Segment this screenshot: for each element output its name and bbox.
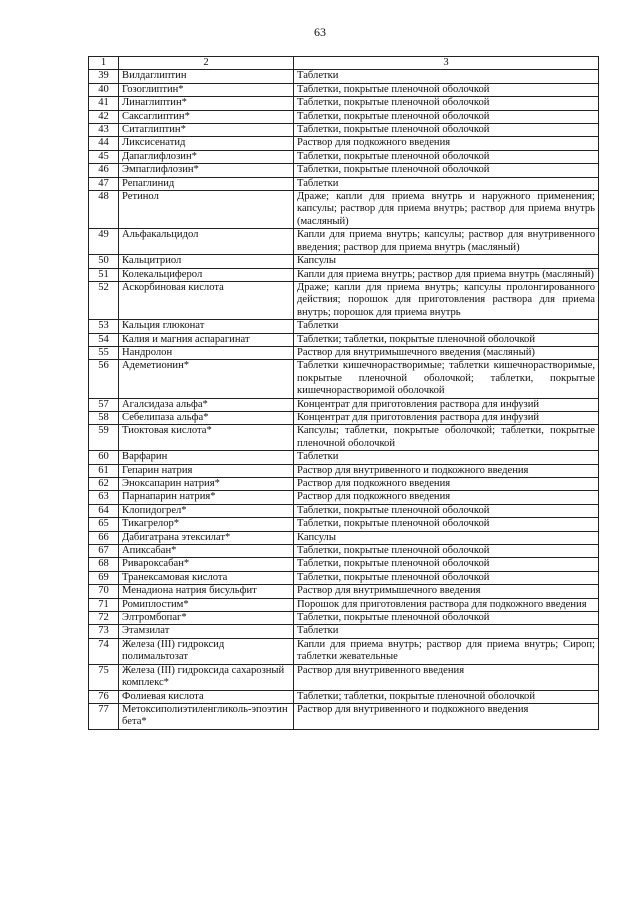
drug-name: Эноксапарин натрия* (119, 478, 294, 491)
dosage-form: Таблетки; таблетки, покрытые пленочной оболочкой (294, 333, 599, 346)
row-number: 75 (89, 664, 119, 690)
drug-name: Колекальциферол (119, 268, 294, 281)
medication-table (88, 56, 599, 730)
table-row (89, 504, 599, 517)
column-header: 3 (294, 57, 599, 70)
drug-name: Агалсидаза альфа* (119, 398, 294, 411)
drug-name: Транексамовая кислота (119, 571, 294, 584)
dosage-form: Таблетки, покрытые пленочной оболочкой (294, 124, 599, 137)
drug-name: Кальция глюконат (119, 320, 294, 333)
table-row (89, 664, 599, 690)
table-row (89, 598, 599, 611)
dosage-form: Раствор для внутривенного и подкожного введения (294, 703, 599, 729)
dosage-form: Драже; капли для приема внутрь; капсулы пролонгированного действия; порошок для приготовления раствора для приема внутрь; порошок для приема внутрь (294, 281, 599, 319)
dosage-form: Капли для приема внутрь; раствор для приема внутрь; Сироп; таблетки жевательные (294, 638, 599, 664)
dosage-form: Раствор для подкожного введения (294, 478, 599, 491)
drug-name: Элтромбопаг* (119, 612, 294, 625)
row-number: 52 (89, 281, 119, 319)
drug-name: Фолиевая кислота (119, 690, 294, 703)
drug-name: Парнапарин натрия* (119, 491, 294, 504)
table-row (89, 137, 599, 150)
table-row (89, 571, 599, 584)
row-number: 46 (89, 164, 119, 177)
dosage-form: Таблетки (294, 70, 599, 83)
table-row (89, 229, 599, 255)
row-number: 48 (89, 191, 119, 229)
row-number: 39 (89, 70, 119, 83)
drug-name: Себелипаза альфа* (119, 411, 294, 424)
drug-name: Саксаглиптин* (119, 110, 294, 123)
drug-name: Гозоглиптин* (119, 83, 294, 96)
dosage-form: Таблетки, покрытые пленочной оболочкой (294, 83, 599, 96)
row-number: 50 (89, 255, 119, 268)
dosage-form: Концентрат для приготовления раствора для инфузий (294, 411, 599, 424)
table-row (89, 491, 599, 504)
row-number: 42 (89, 110, 119, 123)
table-row (89, 585, 599, 598)
row-number: 44 (89, 137, 119, 150)
table-row (89, 83, 599, 96)
row-number: 54 (89, 333, 119, 346)
table-row (89, 545, 599, 558)
dosage-form: Таблетки (294, 625, 599, 638)
row-number: 57 (89, 398, 119, 411)
drug-name: Железа (III) гидроксид полимальтозат (119, 638, 294, 664)
row-number: 55 (89, 346, 119, 359)
table-row (89, 398, 599, 411)
drug-name: Тиоктовая кислота* (119, 425, 294, 451)
drug-name: Клопидогрел* (119, 504, 294, 517)
row-number: 43 (89, 124, 119, 137)
drug-name: Нандролон (119, 346, 294, 359)
drug-name: Дапаглифлозин* (119, 150, 294, 163)
dosage-form: Таблетки, покрытые пленочной оболочкой (294, 545, 599, 558)
dosage-form: Порошок для приготовления раствора для подкожного введения (294, 598, 599, 611)
column-header: 2 (119, 57, 294, 70)
dosage-form: Раствор для внутримышечного введения (масляный) (294, 346, 599, 359)
page-number: 63 (314, 25, 326, 39)
drug-name: Ривароксабан* (119, 558, 294, 571)
dosage-form: Таблетки, покрытые пленочной оболочкой (294, 110, 599, 123)
row-number: 47 (89, 177, 119, 190)
table-row (89, 451, 599, 464)
row-number: 59 (89, 425, 119, 451)
table-row (89, 97, 599, 110)
table-row (89, 638, 599, 664)
row-number: 60 (89, 451, 119, 464)
drug-name: Апиксабан* (119, 545, 294, 558)
row-number: 70 (89, 585, 119, 598)
dosage-form: Капсулы (294, 255, 599, 268)
dosage-form: Таблетки (294, 320, 599, 333)
table-header-row (89, 57, 599, 70)
dosage-form: Капсулы (294, 531, 599, 544)
dosage-form: Раствор для подкожного введения (294, 137, 599, 150)
column-header: 1 (89, 57, 119, 70)
dosage-form: Таблетки, покрытые пленочной оболочкой (294, 518, 599, 531)
drug-name: Тикагрелор* (119, 518, 294, 531)
dosage-form: Таблетки, покрытые пленочной оболочкой (294, 97, 599, 110)
row-number: 62 (89, 478, 119, 491)
row-number: 67 (89, 545, 119, 558)
drug-name: Дабигатрана этексилат* (119, 531, 294, 544)
table-row (89, 70, 599, 83)
drug-name: Кальцитриол (119, 255, 294, 268)
dosage-form: Таблетки, покрытые пленочной оболочкой (294, 164, 599, 177)
row-number: 58 (89, 411, 119, 424)
table-row (89, 360, 599, 398)
dosage-form: Концентрат для приготовления раствора для инфузий (294, 398, 599, 411)
drug-name: Метоксиполиэтиленгликоль-эпоэтин бета* (119, 703, 294, 729)
table-row (89, 518, 599, 531)
dosage-form: Капли для приема внутрь; капсулы; раствор для внутривенного введения; раствор для приема внутрь (масляный) (294, 229, 599, 255)
table-row (89, 255, 599, 268)
table-row (89, 478, 599, 491)
drug-name: Аскорбиновая кислота (119, 281, 294, 319)
dosage-form: Раствор для внутривенного введения (294, 664, 599, 690)
table-row (89, 124, 599, 137)
table-row (89, 625, 599, 638)
dosage-form: Таблетки, покрытые пленочной оболочкой (294, 504, 599, 517)
table-row (89, 558, 599, 571)
table-row (89, 281, 599, 319)
row-number: 56 (89, 360, 119, 398)
table-row (89, 150, 599, 163)
dosage-form: Таблетки, покрытые пленочной оболочкой (294, 558, 599, 571)
row-number: 63 (89, 491, 119, 504)
row-number: 68 (89, 558, 119, 571)
row-number: 77 (89, 703, 119, 729)
dosage-form: Таблетки, покрытые пленочной оболочкой (294, 571, 599, 584)
dosage-form: Раствор для подкожного введения (294, 491, 599, 504)
table-row (89, 411, 599, 424)
table-row (89, 703, 599, 729)
drug-name: Варфарин (119, 451, 294, 464)
drug-name: Ретинол (119, 191, 294, 229)
drug-name: Репаглинид (119, 177, 294, 190)
row-number: 64 (89, 504, 119, 517)
row-number: 66 (89, 531, 119, 544)
row-number: 65 (89, 518, 119, 531)
row-number: 76 (89, 690, 119, 703)
dosage-form: Раствор для внутримышечного введения (294, 585, 599, 598)
row-number: 61 (89, 464, 119, 477)
drug-name: Линаглиптин* (119, 97, 294, 110)
row-number: 71 (89, 598, 119, 611)
dosage-form: Таблетки; таблетки, покрытые пленочной оболочкой (294, 690, 599, 703)
drug-name: Адеметионин* (119, 360, 294, 398)
row-number: 45 (89, 150, 119, 163)
table-row (89, 690, 599, 703)
table-row (89, 191, 599, 229)
dosage-form: Таблетки (294, 177, 599, 190)
drug-name: Ситаглиптин* (119, 124, 294, 137)
table-row (89, 333, 599, 346)
table-row (89, 177, 599, 190)
row-number: 49 (89, 229, 119, 255)
row-number: 41 (89, 97, 119, 110)
row-number: 73 (89, 625, 119, 638)
drug-name: Альфакальцидол (119, 229, 294, 255)
drug-name: Гепарин натрия (119, 464, 294, 477)
table-row (89, 612, 599, 625)
drug-name: Ромиплостим* (119, 598, 294, 611)
dosage-form: Капли для приема внутрь; раствор для приема внутрь (масляный) (294, 268, 599, 281)
row-number: 74 (89, 638, 119, 664)
table-row (89, 268, 599, 281)
dosage-form: Таблетки, покрытые пленочной оболочкой (294, 612, 599, 625)
table-row (89, 164, 599, 177)
drug-name: Калия и магния аспарагинат (119, 333, 294, 346)
table-row (89, 320, 599, 333)
row-number: 40 (89, 83, 119, 96)
table-row (89, 531, 599, 544)
dosage-form: Драже; капли для приема внутрь и наружного применения; капсулы; раствор для приема внутрь; раствор для приема внутрь (масляный) (294, 191, 599, 229)
dosage-form: Таблетки, покрытые пленочной оболочкой (294, 150, 599, 163)
table-row (89, 346, 599, 359)
drug-name: Ликсисенатид (119, 137, 294, 150)
drug-name: Железа (III) гидроксида сахарозный комплекс* (119, 664, 294, 690)
row-number: 51 (89, 268, 119, 281)
dosage-form: Таблетки (294, 451, 599, 464)
row-number: 72 (89, 612, 119, 625)
table-row (89, 464, 599, 477)
drug-name: Менадиона натрия бисульфит (119, 585, 294, 598)
dosage-form: Раствор для внутривенного и подкожного введения (294, 464, 599, 477)
drug-name: Эмпаглифлозин* (119, 164, 294, 177)
dosage-form: Капсулы; таблетки, покрытые оболочкой; таблетки, покрытые пленочной оболочкой (294, 425, 599, 451)
row-number: 69 (89, 571, 119, 584)
table-row (89, 425, 599, 451)
drug-name: Вилдаглиптин (119, 70, 294, 83)
drug-name: Этамзилат (119, 625, 294, 638)
dosage-form: Таблетки кишечнорастворимые; таблетки кишечнорастворимые, покрытые пленочной оболочкой; таблетки, покрытые кишечнорастворимой оболочкой (294, 360, 599, 398)
row-number: 53 (89, 320, 119, 333)
table-row (89, 110, 599, 123)
